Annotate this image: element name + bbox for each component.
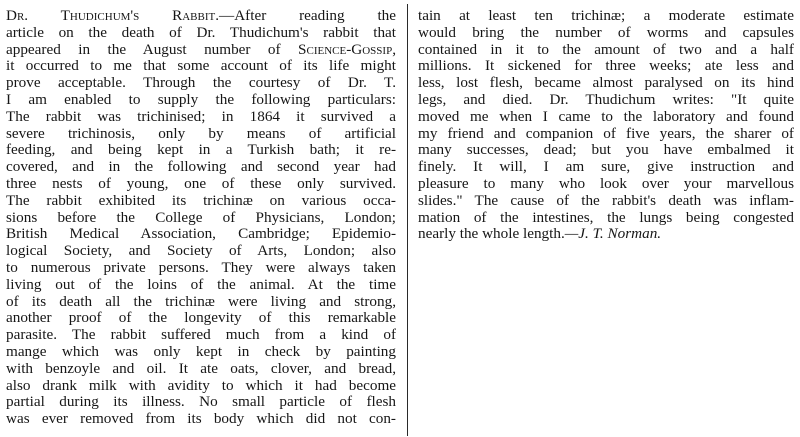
text-line: pleasure to many who look over your marvellous: [418, 175, 794, 192]
left-column: [6, 8, 396, 428]
text-line: another proof of the longevity of this remarkable: [6, 310, 396, 327]
text-line: covered, and in the following and second year had: [6, 159, 396, 176]
text-line: I am enabled to supply the following particulars:: [6, 91, 396, 108]
text-line: would bring the number of worms and capsules: [418, 24, 794, 41]
text-line: also drank milk with avidity to which it had become: [6, 377, 396, 394]
text-line: it occurred to me that some account of its life might: [6, 58, 396, 75]
text-line: severe trichinosis, only by means of artificial: [6, 125, 396, 142]
text-line: prove acceptable. Through the courtesy of Dr. T.: [6, 75, 396, 92]
text-line: sions before the College of Physicians, London;: [6, 209, 396, 226]
text-line: [6, 42, 396, 59]
text-line: The rabbit was trichinised; in 1864 it survived a: [6, 108, 396, 125]
article-heading: Dr. Thudichum's Rabbit.: [6, 8, 220, 24]
text-line: tain at least ten trichinæ; a moderate estimate: [418, 8, 794, 24]
text-line: millions. It sickened for three weeks; ate less and: [418, 58, 794, 75]
text-line: three nests of young, one of these only survived.: [6, 175, 396, 192]
text-line: living out of the loins of the animal. At the time: [6, 276, 396, 293]
text-line: mation of the intestines, the lungs being congested: [418, 209, 794, 226]
text-line: [418, 226, 794, 243]
text-line: logical Society, and Society of Arts, London; also: [6, 243, 396, 260]
text-line: finely. It will, I am sure, give instruction and: [418, 159, 794, 176]
text-line: legs, and died. Dr. Thudichum writes: "It quite: [418, 91, 794, 108]
text-line: feeding, and being kept in a Turkish bath; it re-: [6, 142, 396, 159]
text-line: slides." The cause of the rabbit's death was inflam-: [418, 192, 794, 209]
text-line: less, lost flesh, became almost paralysed on its hind: [418, 75, 794, 92]
author-signature: —J. T. Norman.: [564, 226, 662, 243]
text-line: to numerous private persons. They were always taken: [6, 259, 396, 276]
text-line: of its death all the trichinæ were living and strong,: [6, 293, 396, 310]
text-fragment: appeared in the August number of: [6, 41, 299, 58]
text-line: mange which was only kept in check by painting: [6, 343, 396, 360]
text-line: partial during its illness. No small particle of flesh: [6, 394, 396, 411]
text-line: article on the death of Dr. Thudichum's rabbit that: [6, 24, 396, 41]
text-line: my friend and companion of five years, the sharer of: [418, 125, 794, 142]
text-fragment: —After reading the: [219, 8, 396, 24]
text-fragment: nearly the whole length.: [418, 226, 565, 243]
journal-name: Science-Gossip,: [298, 41, 396, 58]
text-line: British Medical Association, Cambridge; Epidemio-: [6, 226, 396, 243]
right-column: [418, 8, 794, 243]
text-line: many successes, dead; but you have embalmed it: [418, 142, 794, 159]
text-line: with benzoyle and oil. It ate oats, clover, and bread,: [6, 360, 396, 377]
text-line: The rabbit exhibited its trichinæ on various occa-: [6, 192, 396, 209]
column-divider: [407, 4, 408, 436]
text-line: moved me when I came to the laboratory and found: [418, 108, 794, 125]
text-line: was ever removed from its body which did not con-: [6, 411, 396, 428]
text-line: parasite. The rabbit suffered much from a kind of: [6, 327, 396, 344]
text-line: contained in it to the amount of two and a half: [418, 41, 794, 58]
text-line: [6, 8, 396, 25]
